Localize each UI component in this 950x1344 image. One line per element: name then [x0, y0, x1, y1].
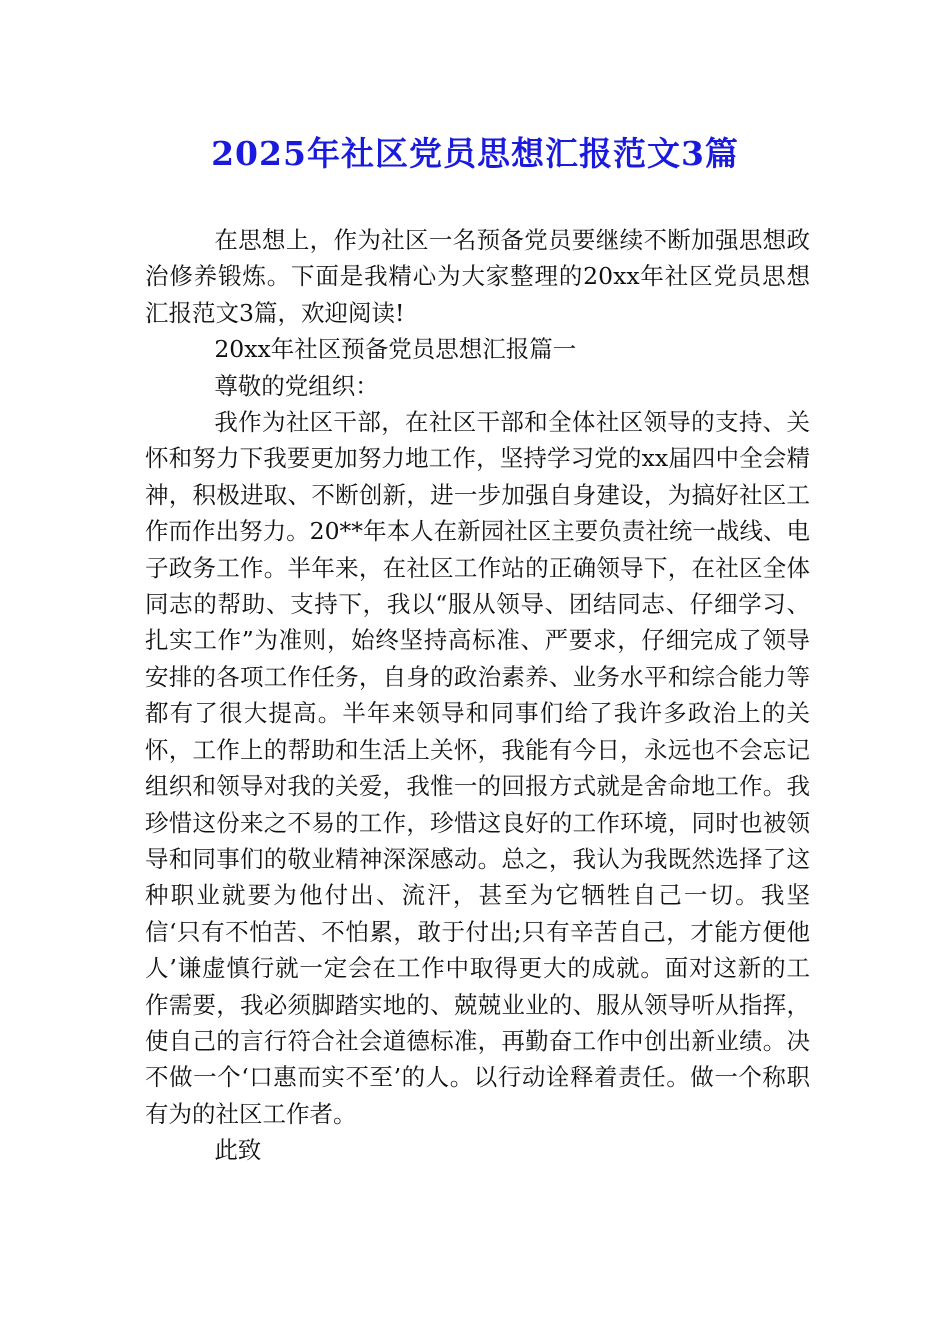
document-title: 2025年社区党员思想汇报范文3篇 — [211, 134, 739, 173]
closing-line: 此致 — [214, 1136, 262, 1165]
intro-paragraph: 在思想上，作为社区一名预备党员要继续不断加强思想政治修养锻炼。下面是我精心为大家整理的20xx年社区党员思想汇报范文3篇，欢迎阅读! — [145, 226, 810, 327]
salutation: 尊敬的党组织： — [214, 371, 379, 400]
section-heading: 20xx年社区预备党员思想汇报篇一 — [214, 335, 577, 364]
body-paragraph: 我作为社区干部，在社区干部和全体社区领导的支持、关怀和努力下我要更加努力地工作，坚持学习党的xx届四中全会精神，积极进取、不断创新，进一步加强自身建设，为搞好社区工作而作出努力。20**年本人在新园社区主要负责社统一战线、电子政务工作。半年来，在社区工作站的正确领导下，在社区全体同志的帮助、支持下，我以“服从领导、团结同志、仔细学习、扎实工作”为准则，始终坚持高标准、严要求，仔细完成了领导安排的各项工作任务，自身的政治素养、业务水平和综合能力等都有了很大提高。半年来领导和同事们给了我许多政治上的关怀，工作上的帮助和生活上关怀，我能有今日，永远也不会忘记组织和领导对我的关爱，我惟一的回报方式就是舍命地工作。我珍惜这份来之不易的工作，珍惜这良好的工作环境，同时也被领导和同事们的敬业精神深深感动。总之，我认为我既然选择了这种职业就要为他付出、流汗，甚至为它牺牲自己一切。我坚信‘只有不怕苦、不怕累，敢于付出;只有辛苦自己，才能方便他人’谦虚慎行就一定会在工作中取得更大的成就。面对这新的工作需要，我必须脚踏实地的、兢兢业业的、服从领导听从指挥，使自己的言行符合社会道德标准，再勤奋工作中创出新业绩。决不做一个‘口惠而实不至’的人。以行动诠释着责任。做一个称职有为的社区工作者。 — [145, 408, 810, 1128]
document-body — [145, 222, 810, 1169]
